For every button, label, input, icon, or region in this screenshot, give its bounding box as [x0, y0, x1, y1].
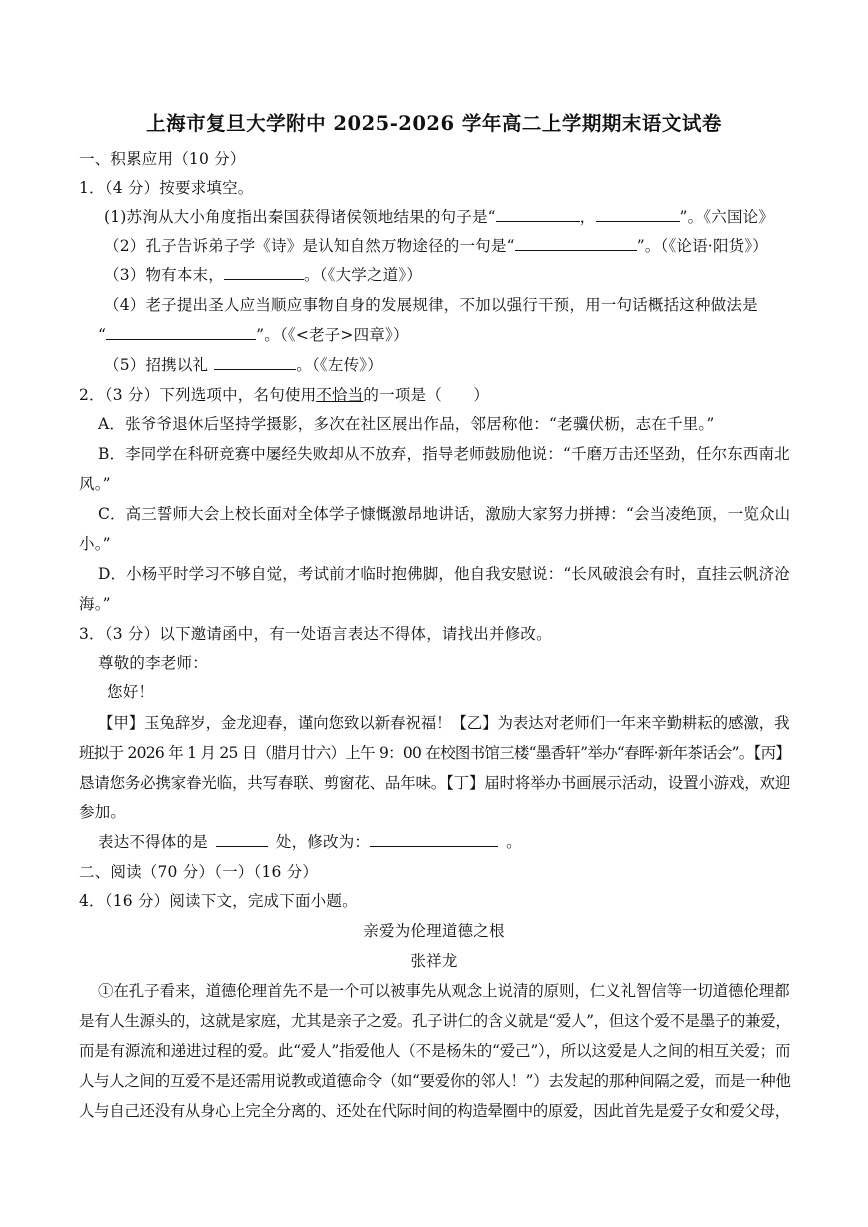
q1-stem: 1．（4 分）按要求填空。	[79, 179, 254, 197]
q3-answer-blank-2[interactable]	[370, 832, 498, 847]
q1-item-3	[104, 265, 422, 285]
q2-option-d-line-1[interactable]: D．小杨平时学习不够自觉，考试前才临时抱佛脚，他自我安慰说：“长风破浪会有时，直挂云帆济沧	[98, 565, 790, 583]
q2-stem	[79, 385, 489, 405]
q3-answer-text-a: 表达不得体的是	[98, 833, 208, 851]
q2-option-c-line-1[interactable]: C．高三誓师大会上校长面对全体学子慷慨激昂地讲话，激励大家努力拼搏：“会当凌绝顶，一览众山	[98, 505, 791, 523]
q1-item-1	[104, 207, 774, 227]
q1-item-5	[104, 355, 383, 375]
q2-stem-b: 的一项是（ ）	[363, 386, 490, 404]
q2-stem-a: 2．（3 分）下列选项中，名句使用	[79, 386, 317, 404]
q1-item-3-text-a: （3）物有本末，	[104, 266, 224, 284]
q2-stem-underlined: 不恰当	[316, 386, 364, 404]
q1-item-5-blank[interactable]	[214, 355, 296, 370]
exam-title: 上海市复旦大学附中 2025-2026 学年高二上学期期末语文试卷	[146, 112, 722, 135]
q1-item-3-blank[interactable]	[224, 265, 304, 280]
q1-item-4-blank[interactable]	[106, 325, 256, 340]
q1-item-4-text-b: “	[98, 326, 107, 344]
section-2-heading: 二、阅读（70 分）（一）（16 分）	[79, 863, 319, 881]
article-para-line-1: ①在孔子看来，道德伦理首先不是一个可以被事先从观念上说清的原则，仁义礼智信等一切道德伦理都	[98, 982, 790, 1000]
article-para-line-4: 人与人之间的互爱不是还需用说教或道德命令（如“要爱你的邻人！”）去发起的那种间隔之爱，而是一种他	[79, 1072, 791, 1090]
article-para-line-5: 人与自己还没有从身心上完全分离的、还处在代际时间的构造晕圈中的原爱，因此首先是爱子女和爱父母，	[79, 1102, 790, 1120]
q1-item-2-text-a: （2）孔子告诉弟子学《诗》是认知自然万物途径的一句是“	[104, 237, 515, 255]
q1-item-1-blank-2[interactable]	[596, 207, 680, 222]
article-title: 亲爱为伦理道德之根	[363, 922, 505, 940]
q4-stem: 4．（16 分）阅读下文，完成下面小题。	[79, 892, 358, 910]
q1-item-2-text-b: ”。（《论语·阳货》）	[636, 237, 768, 255]
q3-answer-text-c: 。	[506, 833, 522, 851]
q2-option-a[interactable]: A．张爷爷退休后坚持学摄影，多次在社区展出作品，邻居称他：“老骥伏枥，志在千里。”	[98, 415, 715, 433]
article-author: 张祥龙	[410, 952, 458, 970]
q2-option-b-line-1[interactable]: B．李同学在科研竞赛中屡经失败却从不放弃，指导老师鼓励他说：“千磨万击还坚劲，任尔东西南北	[98, 445, 790, 463]
q1-item-4-line-1: （4）老子提出圣人应当顺应事物自身的发展规律，不加以强行干预，用一句话概括这种做法是	[104, 296, 758, 314]
q3-answer-blank-1[interactable]	[216, 832, 268, 847]
q3-salutation: 尊敬的李老师：	[98, 654, 208, 672]
q3-letter-line-2: 班拟于 2026 年 1 月 25 日（腊月廿六）上午 9：00 在校图书馆三楼“墨香轩”举办“春晖·新年茶话会”。【丙】	[79, 744, 791, 762]
q1-item-2-blank[interactable]	[515, 236, 637, 251]
q3-letter-line-4: 参加。	[79, 803, 127, 821]
q1-item-5-text-b: 。（《左传》）	[296, 356, 383, 374]
q1-item-1-text-b: ，	[579, 208, 596, 226]
q2-option-c-line-2[interactable]: 小。”	[79, 535, 111, 553]
q1-item-2	[104, 236, 768, 256]
q3-letter-line-3: 恳请您务必携家眷光临，共写春联、剪窗花、品年味。【丁】届时将举办书画展示活动，设置小游戏，欢迎	[79, 774, 791, 792]
q2-option-d-line-2[interactable]: 海。”	[79, 595, 111, 613]
q1-item-4-text-c: ”。（《<老子>四章》）	[256, 326, 409, 344]
q1-item-1-blank-1[interactable]	[496, 207, 580, 222]
q3-stem: 3．（3 分）以下邀请函中，有一处语言表达不得体，请找出并修改。	[79, 625, 552, 643]
article-para-line-3: 而是有源流和递进过程的爱。此“爱人”指爱他人（不是杨朱的“爱己”），所以这爱是人之间的相互关爱；而	[79, 1042, 791, 1060]
q3-letter-line-1: 【甲】玉兔辞岁，金龙迎春，谨向您致以新春祝福！【乙】为表达对老师们一年来辛勤耕耘的感激，我	[98, 714, 790, 732]
q1-item-5-text-a: （5）招携以礼	[104, 356, 209, 374]
q2-option-b-line-2[interactable]: 风。”	[79, 475, 111, 493]
q3-answer-line	[98, 832, 522, 852]
q3-answer-text-b: 处，修改为：	[275, 833, 371, 851]
article-para-line-2: 是有人生源头的，这就是家庭，尤其是亲子之爱。孔子讲仁的含义就是“爱人”，但这个爱不是墨子的兼爱，	[79, 1012, 791, 1030]
q1-item-1-text-a: (1)苏洵从大小角度指出秦国获得诸侯领地结果的句子是“	[104, 208, 496, 226]
q3-greeting: 您好！	[107, 683, 155, 701]
q1-item-3-text-b: 。（《大学之道》）	[303, 266, 423, 284]
section-1-heading: 一、积累应用（10 分）	[79, 150, 246, 168]
q1-item-1-text-c: ”。《六国论》	[679, 208, 775, 226]
q1-item-4-line-2	[98, 325, 409, 345]
